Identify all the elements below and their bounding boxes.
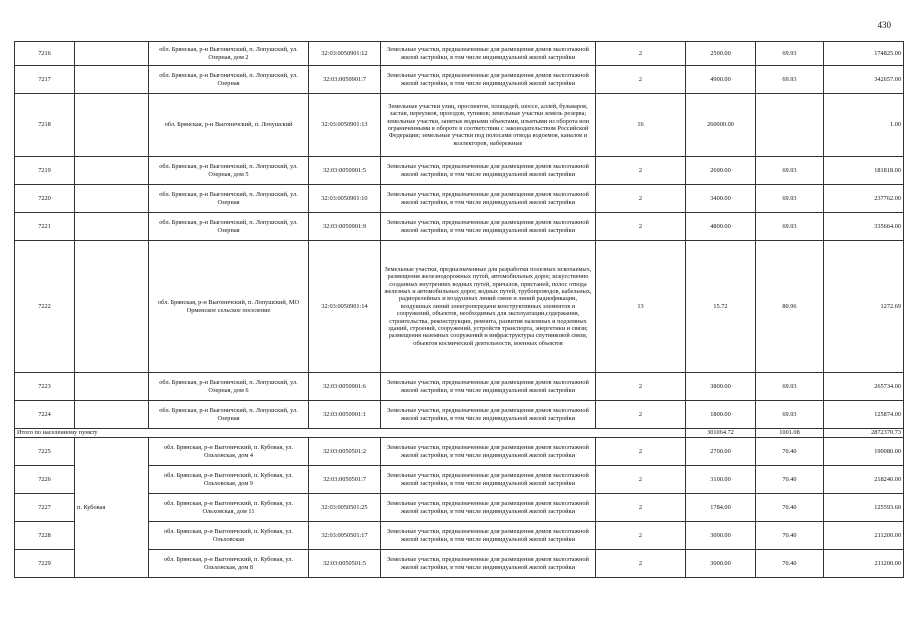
category-cell: 2 xyxy=(596,494,686,522)
value-cell: 265734.00 xyxy=(824,373,904,401)
value-cell: 125593.60 xyxy=(824,494,904,522)
locality-cell-empty xyxy=(75,185,149,213)
land-use-cell: Земельные участки, предназначенные для размещения домов малоэтажной жилой застройки, в том числе индивидуальной жилой застройки xyxy=(381,550,596,578)
table-row xyxy=(15,466,904,494)
value-cell: 211200.00 xyxy=(824,550,904,578)
cadastral-number-cell: 32:03:0050901:7 xyxy=(309,66,381,94)
area-cell: 3000.00 xyxy=(686,522,756,550)
address-cell: обл. Брянская, р-н Выгоничский, п. Лопушский, ул. Озерная xyxy=(149,185,309,213)
area-cell: 4900.00 xyxy=(686,66,756,94)
row-number: 7220 xyxy=(15,185,75,213)
cadastral-number-cell: 32:03:0050901:9 xyxy=(309,213,381,241)
address-cell: обл. Брянская, р-н Выгоничский, п. Лопушский, ул. Озерная xyxy=(149,66,309,94)
locality-cell-empty xyxy=(75,42,149,66)
table-row xyxy=(15,157,904,185)
table-row xyxy=(15,438,904,466)
category-cell: 2 xyxy=(596,42,686,66)
cadastral-number-cell: 32:03:0050901:12 xyxy=(309,42,381,66)
locality-name: п. Кубовая xyxy=(75,438,149,578)
total-row xyxy=(15,429,904,438)
locality-cell-empty xyxy=(75,373,149,401)
category-cell: 2 xyxy=(596,213,686,241)
table-row xyxy=(15,66,904,94)
value-cell: 237762.00 xyxy=(824,185,904,213)
row-number: 7226 xyxy=(15,466,75,494)
rate-cell: 70.40 xyxy=(756,438,824,466)
rate-cell: 70.40 xyxy=(756,494,824,522)
land-use-cell: Земельные участки, предназначенные для размещения домов малоэтажной жилой застройки, в том числе индивидуальной жилой застройки xyxy=(381,66,596,94)
table-row xyxy=(15,522,904,550)
total-label: Итого по населенному пункту xyxy=(15,429,686,438)
cadastral-number-cell: 32:03:0050501:25 xyxy=(309,494,381,522)
category-cell: 2 xyxy=(596,185,686,213)
row-number: 7224 xyxy=(15,401,75,429)
address-cell: обл. Брянская, р-н Выгоничский, п. Кубовая, ул. Ольховская, дом 9 xyxy=(149,466,309,494)
rate-cell: 70.40 xyxy=(756,522,824,550)
area-cell: 2500.00 xyxy=(686,42,756,66)
rate-cell xyxy=(756,94,824,157)
rate-cell: 69.93 xyxy=(756,157,824,185)
row-number: 7219 xyxy=(15,157,75,185)
row-number: 7225 xyxy=(15,438,75,466)
value-cell: 1.00 xyxy=(824,94,904,157)
land-use-cell: Земельные участки, предназначенные для размещения домов малоэтажной жилой застройки, в том числе индивидуальной жилой застройки xyxy=(381,438,596,466)
address-cell: обл. Брянская, р-н Выгоничский, п. Кубовая, ул. Ольховская, дом 8 xyxy=(149,550,309,578)
address-cell: обл. Брянская, р-н Выгоничский, п. Лопушский, ул. Озерная xyxy=(149,401,309,429)
cadastral-number-cell: 32:03:0050901:5 xyxy=(309,157,381,185)
cadastral-number-cell: 32:03:0050901:1 xyxy=(309,401,381,429)
table-row xyxy=(15,42,904,66)
address-cell: обл. Брянская, р-н Выгоничский, п. Лопушский, ул. Озерная, дом 6 xyxy=(149,373,309,401)
land-use-cell: Земельные участки, предназначенные для размещения домов малоэтажной жилой застройки, в том числе индивидуальной жилой застройки xyxy=(381,157,596,185)
category-cell: 2 xyxy=(596,466,686,494)
land-use-cell: Земельные участки, предназначенные для размещения домов малоэтажной жилой застройки, в том числе индивидуальной жилой застройки xyxy=(381,213,596,241)
cadastral-number-cell: 32:03:0050901:6 xyxy=(309,373,381,401)
value-cell: 1272.69 xyxy=(824,241,904,373)
row-number: 7218 xyxy=(15,94,75,157)
category-cell: 2 xyxy=(596,438,686,466)
table-row xyxy=(15,241,904,373)
rate-cell: 69.93 xyxy=(756,373,824,401)
land-use-cell: Земельные участки, предназначенные для размещения домов малоэтажной жилой застройки, в том числе индивидуальной жилой застройки xyxy=(381,401,596,429)
total-area: 301064.72 xyxy=(686,429,756,438)
area-cell: 1784.00 xyxy=(686,494,756,522)
row-number: 7223 xyxy=(15,373,75,401)
table-row xyxy=(15,94,904,157)
locality-cell-empty xyxy=(75,401,149,429)
land-use-cell: Земельные участки, предназначенные для размещения домов малоэтажной жилой застройки, в том числе индивидуальной жилой застройки xyxy=(381,494,596,522)
address-cell: обл. Брянская, р-н Выгоничский, п. Лопушский, ул. Озерная, дом 2 xyxy=(149,42,309,66)
area-cell: 15.72 xyxy=(686,241,756,373)
address-cell: обл. Брянская, р-н Выгоничский, п. Лопушский, ул. Озерная, дом 5 xyxy=(149,157,309,185)
category-cell: 2 xyxy=(596,157,686,185)
table-row xyxy=(15,550,904,578)
row-number: 7229 xyxy=(15,550,75,578)
row-number: 7222 xyxy=(15,241,75,373)
cadastral-number-cell: 32:03:0050501:7 xyxy=(309,466,381,494)
category-cell: 2 xyxy=(596,373,686,401)
rate-cell: 69.93 xyxy=(756,42,824,66)
area-cell: 3100.00 xyxy=(686,466,756,494)
address-cell: обл. Брянская, р-н Выгоничский, п. Лопушский, ул. Озерная xyxy=(149,213,309,241)
area-cell: 260000.00 xyxy=(686,94,756,157)
land-register-table xyxy=(14,41,904,578)
row-number: 7217 xyxy=(15,66,75,94)
cadastral-number-cell: 32:03:0050501:5 xyxy=(309,550,381,578)
area-cell: 4800.00 xyxy=(686,213,756,241)
address-cell: обл. Брянская, р-н Выгоничский, п. Кубовая, ул. Ольховская, дом 11 xyxy=(149,494,309,522)
address-cell: обл. Брянская, р-н Выгоничский, п. Кубовая, ул. Ольховская xyxy=(149,522,309,550)
area-cell: 2700.00 xyxy=(686,438,756,466)
land-use-cell: Земельные участки, предназначенные для размещения домов малоэтажной жилой застройки, в том числе индивидуальной жилой застройки xyxy=(381,42,596,66)
table-row xyxy=(15,373,904,401)
locality-cell-empty xyxy=(75,157,149,185)
category-cell: 2 xyxy=(596,550,686,578)
cadastral-number-cell: 32:03:0050501:17 xyxy=(309,522,381,550)
row-number: 7228 xyxy=(15,522,75,550)
area-cell: 3400.00 xyxy=(686,185,756,213)
area-cell: 1800.00 xyxy=(686,401,756,429)
cadastral-number-cell: 32:03:0050901:14 xyxy=(309,241,381,373)
land-use-cell: Земельные участки, предназначенные для размещения домов малоэтажной жилой застройки, в том числе индивидуальной жилой застройки xyxy=(381,373,596,401)
address-cell: обл. Брянская, р-н Выгоничский, п. Лопушский, МО Орменское сельское поселение xyxy=(149,241,309,373)
area-cell: 3800.00 xyxy=(686,373,756,401)
land-use-cell: Земельные участки, предназначенные для размещения домов малоэтажной жилой застройки, в том числе индивидуальной жилой застройки xyxy=(381,185,596,213)
area-cell: 3000.00 xyxy=(686,550,756,578)
category-cell: 13 xyxy=(596,241,686,373)
total-value: 2872370.73 xyxy=(824,429,904,438)
cadastral-number-cell: 32:03:0050901:10 xyxy=(309,185,381,213)
category-cell: 2 xyxy=(596,522,686,550)
page-number: 430 xyxy=(877,20,891,30)
rate-cell: 70.40 xyxy=(756,550,824,578)
cadastral-number-cell: 32:03:0050501:2 xyxy=(309,438,381,466)
value-cell: 174825.00 xyxy=(824,42,904,66)
row-number: 7221 xyxy=(15,213,75,241)
category-cell: 2 xyxy=(596,401,686,429)
value-cell: 342657.00 xyxy=(824,66,904,94)
rate-cell: 70.40 xyxy=(756,466,824,494)
total-rate: 1001.08 xyxy=(756,429,824,438)
address-cell: обл. Брянская, р-н Выгоничский, п. Лопушский xyxy=(149,94,309,157)
rate-cell: 69.93 xyxy=(756,213,824,241)
row-number: 7227 xyxy=(15,494,75,522)
rate-cell: 69.93 xyxy=(756,185,824,213)
value-cell: 190080.00 xyxy=(824,438,904,466)
table-row xyxy=(15,185,904,213)
land-use-cell: Земельные участки улиц, проспектов, площадей, шоссе, аллей, бульваров, застав, переулков, проездов, тупиков; земельные участки земель резерва; земельные участки, занятые водными объектами, изъятыми из оборота или ограниченными в обороте в соответствии с законодательством Российской Федерации; земельные участки под полосами отвода водоемов, каналов и коллекторов, набережные xyxy=(381,94,596,157)
rate-cell: 80.96 xyxy=(756,241,824,373)
category-cell: 16 xyxy=(596,94,686,157)
value-cell: 125874.00 xyxy=(824,401,904,429)
locality-cell-empty xyxy=(75,94,149,157)
value-cell: 218240.00 xyxy=(824,466,904,494)
locality-cell-empty xyxy=(75,241,149,373)
address-cell: обл. Брянская, р-н Выгоничский, п. Кубовая, ул. Ольховская, дом 4 xyxy=(149,438,309,466)
land-use-cell: Земельные участки, предназначенные для размещения домов малоэтажной жилой застройки, в том числе индивидуальной жилой застройки xyxy=(381,522,596,550)
area-cell: 2600.00 xyxy=(686,157,756,185)
table-row xyxy=(15,494,904,522)
value-cell: 211200.00 xyxy=(824,522,904,550)
cadastral-number-cell: 32:03:0050901:13 xyxy=(309,94,381,157)
value-cell: 335664.00 xyxy=(824,213,904,241)
category-cell: 2 xyxy=(596,66,686,94)
table-row xyxy=(15,401,904,429)
row-number: 7216 xyxy=(15,42,75,66)
table-row xyxy=(15,213,904,241)
value-cell: 181818.00 xyxy=(824,157,904,185)
locality-cell-empty xyxy=(75,213,149,241)
land-use-cell: Земельные участки, предназначенные для размещения домов малоэтажной жилой застройки, в том числе индивидуальной жилой застройки xyxy=(381,466,596,494)
locality-cell-empty xyxy=(75,66,149,94)
rate-cell: 69.93 xyxy=(756,401,824,429)
rate-cell: 69.93 xyxy=(756,66,824,94)
land-use-cell: Земельные участки, предназначенные для разработки полезных ископаемых, размещения железнодорожных путей, автомобильных дорог, искусственно созданных внутренних водных путей, причалов, пристаней, полос отвода железных и автомобильных дорог, водных путей, трубопроводов, кабельных, радиорелейных и воздушных линий связи и линий радиофикации, воздушных линий электропередачи конструктивных элементов и сооружений, объектов, необходимых для эксплуатации,содержания, строительства, реконструкции, ремонта, развития наземных и подземных зданий, строений, сооружений, устройств транспорта, энергетики и связи; размещения наземных сооружений и инфраструктуры спутниковой связи, объектов космической деятельности, военных объектов xyxy=(381,241,596,373)
